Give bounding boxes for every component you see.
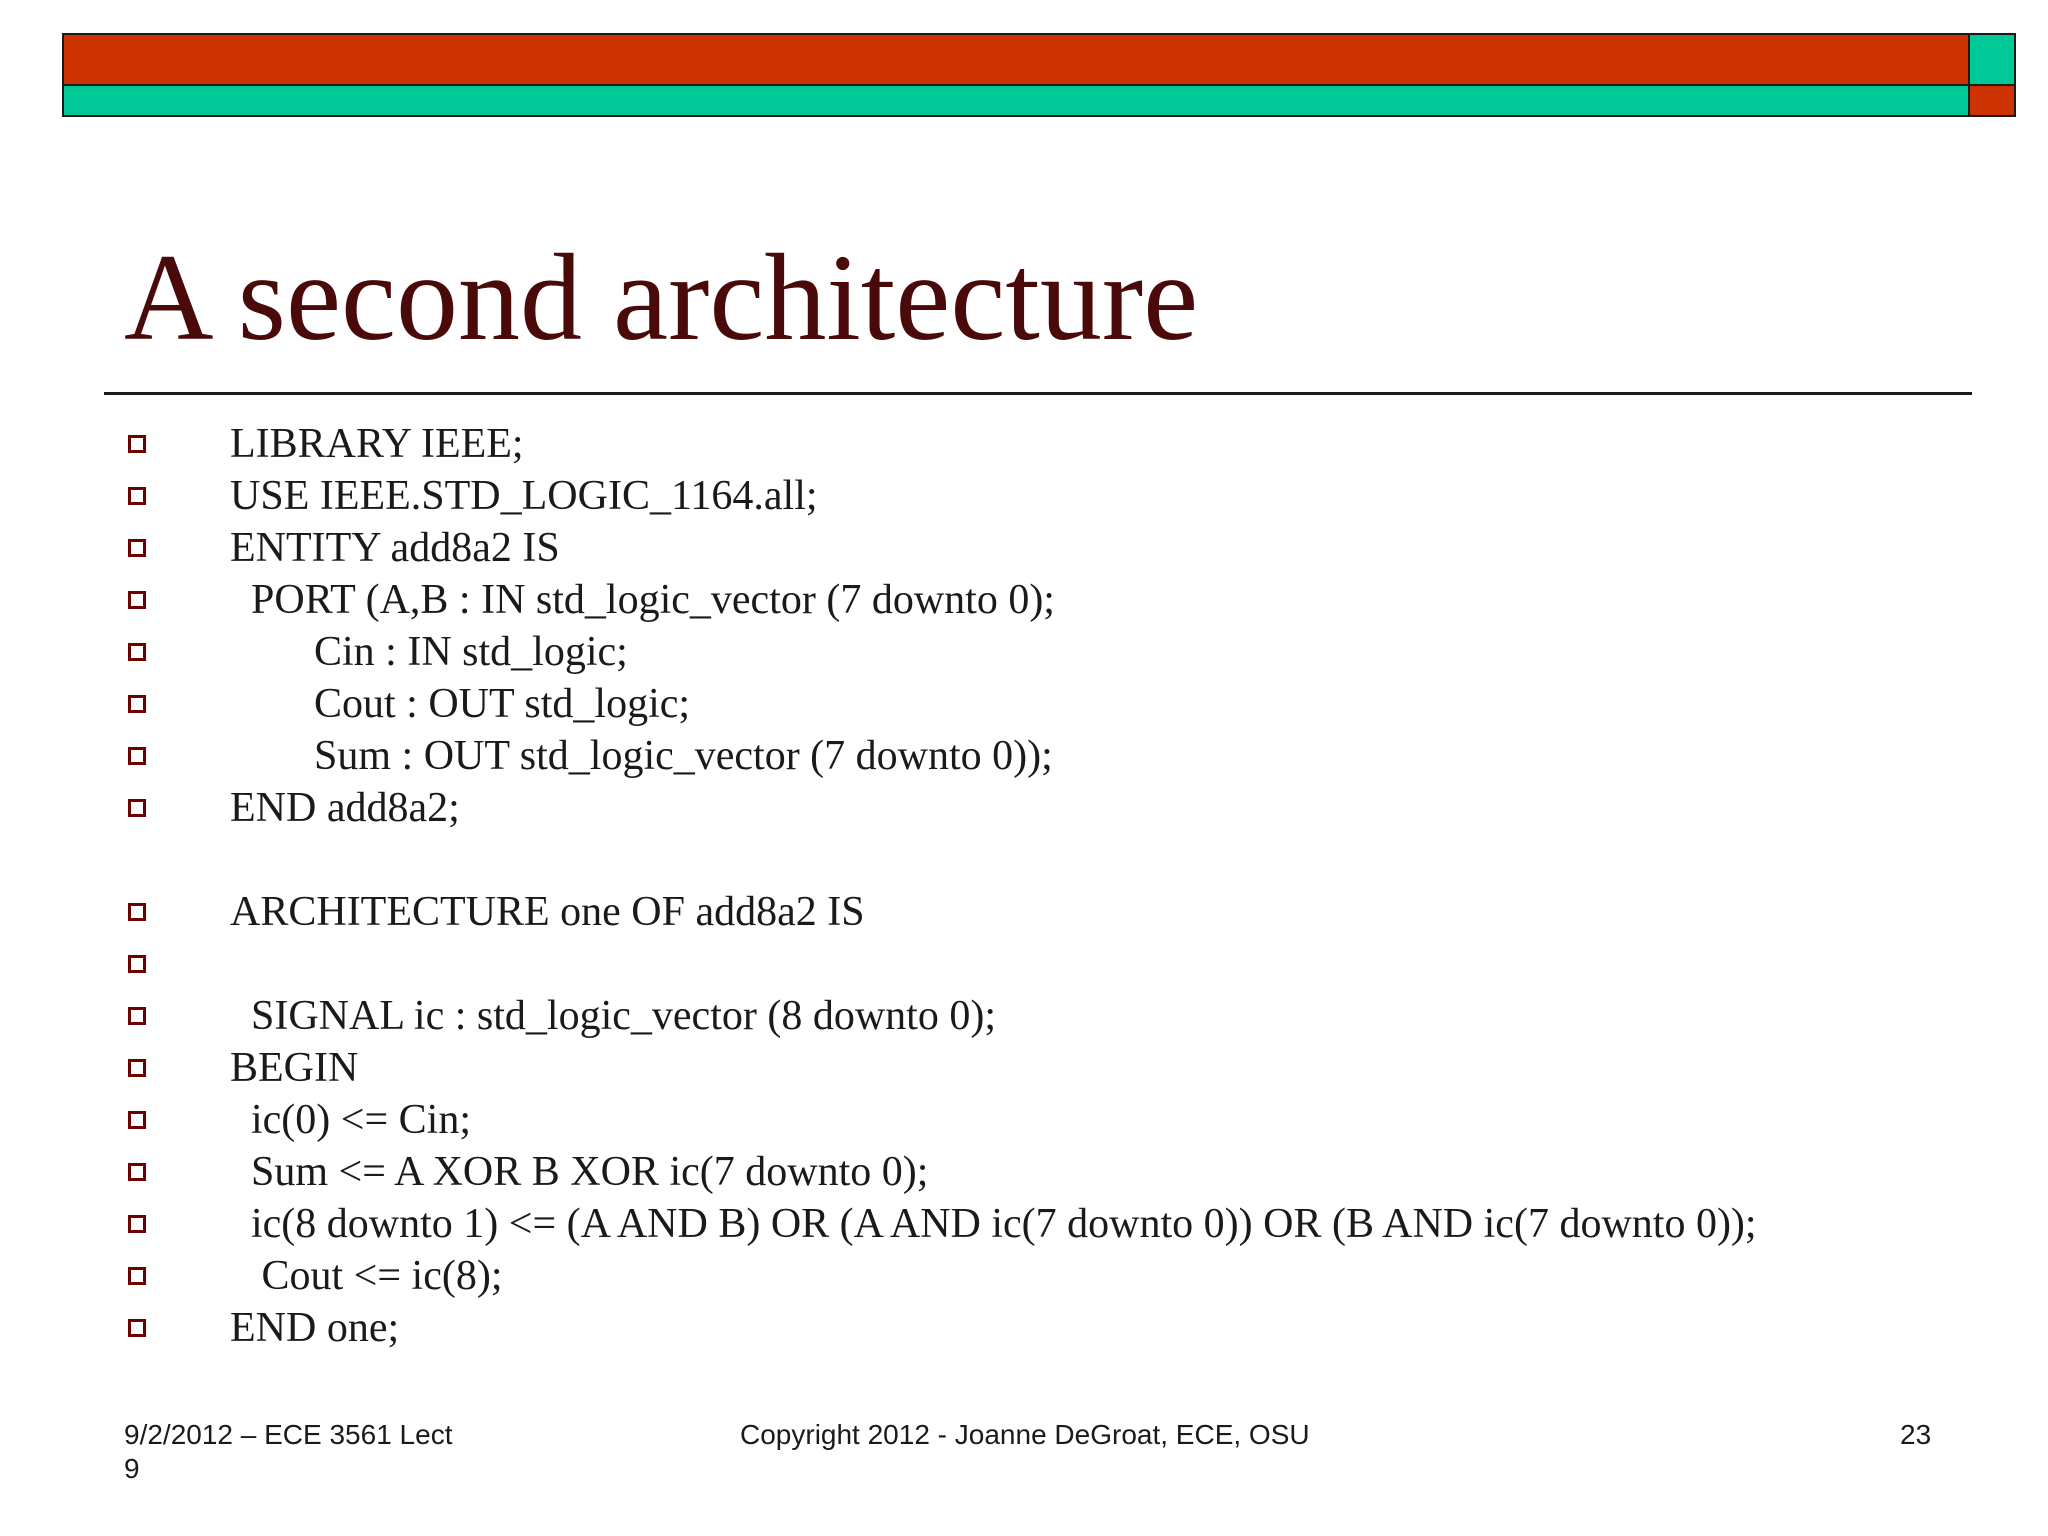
code-line	[0, 990, 2048, 1042]
code-line-text: ARCHITECTURE one OF add8a2 IS	[230, 889, 865, 935]
hollow-square-bullet-icon	[128, 1059, 146, 1077]
code-line-text: BEGIN	[230, 1045, 359, 1091]
code-line	[0, 574, 2048, 626]
code-line-text: PORT (A,B : IN std_logic_vector (7 downto 0);	[230, 577, 1055, 623]
code-line	[0, 938, 2048, 990]
hollow-square-bullet-icon	[128, 1163, 146, 1181]
banner-red-bar	[64, 35, 1970, 86]
hollow-square-bullet-icon	[128, 799, 146, 817]
code-line-text: ic(8 downto 1) <= (A AND B) OR (A AND ic(7 downto 0)) OR (B AND ic(7 downto 0));	[230, 1201, 1757, 1247]
code-line	[0, 886, 2048, 938]
code-line-text: USE IEEE.STD_LOGIC_1164.all;	[230, 473, 818, 519]
code-line	[0, 1042, 2048, 1094]
hollow-square-bullet-icon	[128, 487, 146, 505]
hollow-square-bullet-icon	[128, 643, 146, 661]
banner-red-square	[1970, 86, 2014, 115]
hollow-square-bullet-icon	[128, 695, 146, 713]
hollow-square-bullet-icon	[128, 955, 146, 973]
header-banner	[62, 33, 2016, 117]
code-line	[0, 1198, 2048, 1250]
code-line-text: Sum <= A XOR B XOR ic(7 downto 0);	[230, 1149, 929, 1195]
code-line-text: LIBRARY IEEE;	[230, 421, 524, 467]
banner-teal-bar	[64, 86, 1970, 115]
page-number: 23	[1900, 1419, 1932, 1450]
slide-title: A second architecture	[124, 229, 1199, 366]
code-line-text: END add8a2;	[230, 785, 460, 831]
code-line-text: Sum : OUT std_logic_vector (7 downto 0));	[230, 733, 1053, 779]
hollow-square-bullet-icon	[128, 1319, 146, 1337]
footer-date-course: 9/2/2012 – ECE 3561 Lect 9	[124, 1419, 453, 1484]
hollow-square-bullet-icon	[128, 1111, 146, 1129]
hollow-square-bullet-icon	[128, 1007, 146, 1025]
code-line	[0, 678, 2048, 730]
code-line	[0, 1146, 2048, 1198]
code-line-text: ic(0) <= Cin;	[230, 1097, 472, 1143]
hollow-square-bullet-icon	[128, 435, 146, 453]
code-line	[0, 626, 2048, 678]
code-line	[0, 470, 2048, 522]
hollow-square-bullet-icon	[128, 903, 146, 921]
hollow-square-bullet-icon	[128, 1215, 146, 1233]
code-line-text: SIGNAL ic : std_logic_vector (8 downto 0);	[230, 993, 996, 1039]
banner-teal-square	[1970, 35, 2014, 86]
code-line	[0, 418, 2048, 470]
hollow-square-bullet-icon	[128, 747, 146, 765]
hollow-square-bullet-icon	[128, 1267, 146, 1285]
footer-copyright: Copyright 2012 - Joanne DeGroat, ECE, OSU	[740, 1419, 1310, 1450]
code-line	[0, 1250, 2048, 1302]
code-line	[0, 730, 2048, 782]
code-line-text: Cout : OUT std_logic;	[230, 681, 691, 727]
hollow-square-bullet-icon	[128, 539, 146, 557]
hollow-square-bullet-icon	[128, 591, 146, 609]
code-line-text: Cin : IN std_logic;	[230, 629, 628, 675]
code-line	[0, 782, 2048, 834]
code-line	[0, 1094, 2048, 1146]
code-line	[0, 522, 2048, 574]
code-line-text: ENTITY add8a2 IS	[230, 525, 560, 571]
code-line	[0, 1302, 2048, 1354]
title-divider	[104, 392, 1972, 395]
code-line-text: END one;	[230, 1305, 400, 1351]
code-line-text: Cout <= ic(8);	[230, 1253, 503, 1299]
